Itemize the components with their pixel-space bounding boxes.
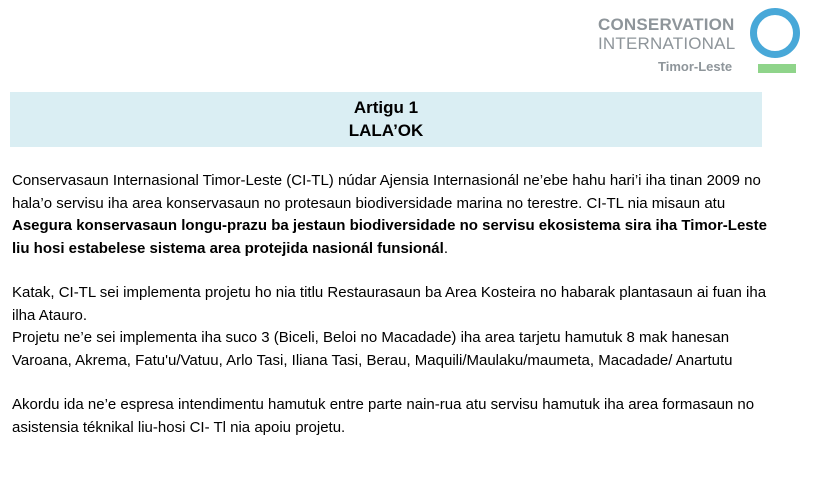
article-header: [10, 92, 762, 147]
article-subtitle: LALA’OK: [348, 121, 424, 140]
article-title: Artigu 1: [353, 98, 419, 117]
logo-text-line2: INTERNATIONAL: [598, 34, 736, 53]
logo-bar-icon: [758, 64, 796, 73]
paragraph-intro-bold: Asegura konservasaun longu-prazu ba jestaun biodiversidade no servisu ekosistema sira iha Timor-Leste liu hosi estabelese sistema area protejida nasionál funsionál: [12, 217, 767, 257]
conservation-international-logo: [598, 8, 808, 78]
paragraph-locations: Projetu ne’e sei implementa iha suco 3 (Biceli, Beloi no Macadade) iha area tarjetu hamutuk 8 mak hanesan Varoana, Akrema, Fatu'u/Vatuu, Arlo Tasi, Iliana Tasi, Berau, Maquili/Maulaku/maumeta, Macadade/ Anartutu: [12, 329, 733, 369]
document-body: [12, 170, 772, 439]
paragraph-agreement: Akordu ida ne’e espresa intendimentu hamutuk entre parte nain-rua atu servisu hamutuk iha area formasaun no asistensia téknikal liu-hosi CI- Tl nia apoiu projetu.: [12, 396, 755, 436]
paragraph-intro-end: .: [443, 239, 448, 257]
paragraph-intro: [12, 170, 772, 260]
logo-ring-icon: [750, 8, 800, 58]
paragraph-project: Katak, CI-TL sei implementa projetu ho nia titlu Restaurasaun ba Area Kosteira no habarak plantasaun ai fuan iha ilha Atauro.: [12, 284, 767, 324]
logo-text-line1: CONSERVATION: [598, 15, 735, 34]
logo-subtitle: Timor-Leste: [658, 59, 733, 74]
paragraph-intro-text: Conservasaun Internasional Timor-Leste (CI-TL) núdar Ajensia Internasionál ne’ebe hahu hari’i iha tinan 2009 no hala’o servisu iha area konservasaun no protesaun biodiversidade marina no terestre. CI-TL nia misaun atu: [12, 172, 761, 212]
